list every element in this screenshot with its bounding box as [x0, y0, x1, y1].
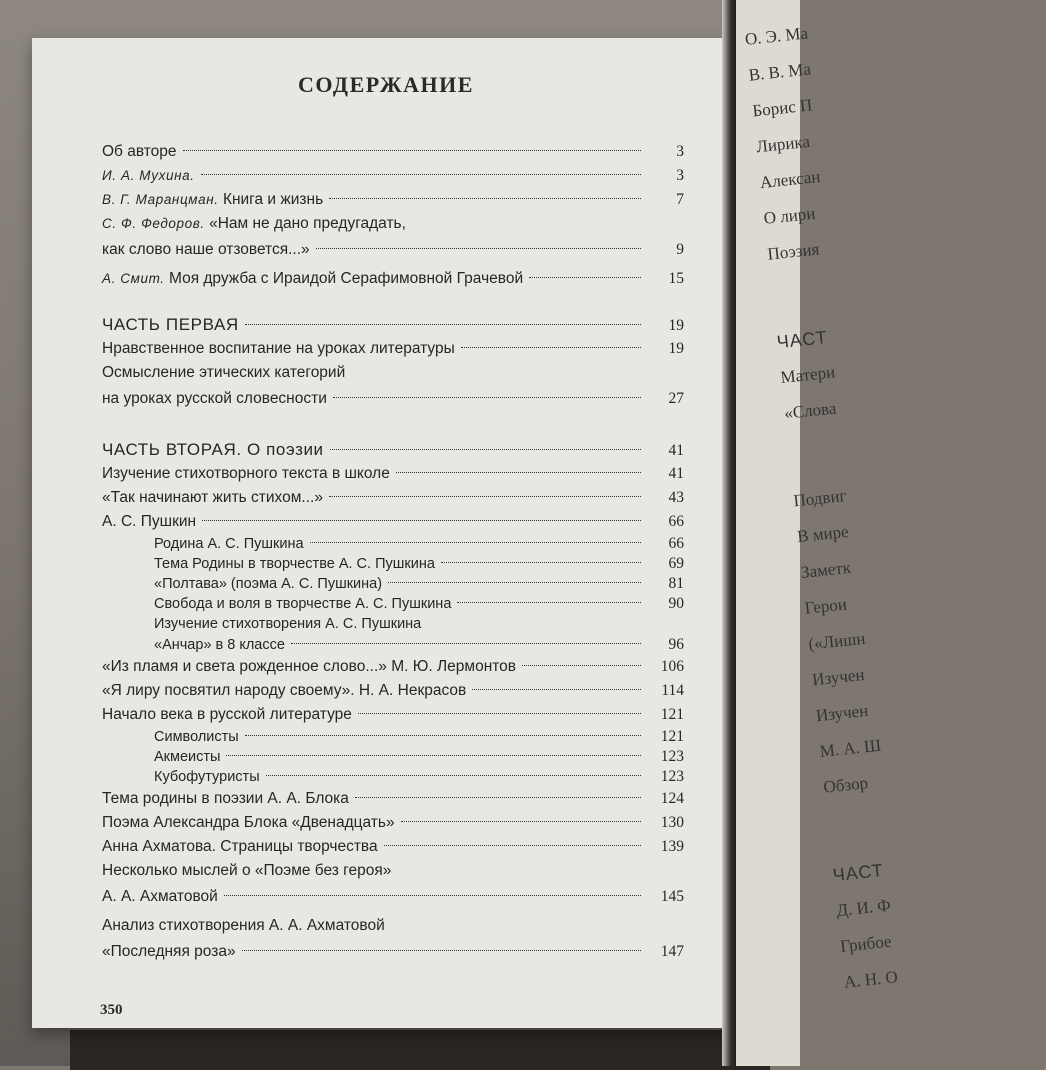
toc-entry [102, 914, 684, 965]
toc-entry-text: Об авторе [102, 143, 177, 160]
toc-line [102, 313, 684, 337]
dot-leader [461, 347, 641, 348]
toc-entry-text: Осмысление этических категорий [102, 364, 346, 381]
toc-entry-text: Родина А. С. Пушкина [154, 536, 304, 552]
toc-line [102, 655, 684, 679]
dot-leader [202, 520, 641, 521]
dot-leader [330, 449, 641, 450]
toc-page-number: 81 [668, 575, 684, 592]
right-page-fragment: А. Н. О [843, 967, 899, 992]
toc-line [154, 574, 684, 594]
toc-page-number: 96 [668, 636, 684, 653]
toc-entry [102, 164, 684, 188]
toc-entry [102, 747, 684, 767]
toc-entry-title [102, 212, 410, 236]
toc-entry-title [154, 747, 224, 767]
toc-entry-text: А. С. Пушкин [102, 513, 197, 530]
toc-line [102, 236, 684, 263]
toc-entry-title [102, 679, 470, 703]
dot-leader [266, 775, 641, 776]
toc-entry-text: как слово наше отзовется...» [102, 241, 310, 258]
toc-entry [102, 835, 684, 859]
toc-entry [102, 554, 684, 574]
toc-entry-text: «Так начинают жить стихом...» [102, 489, 323, 506]
toc-entry-title [154, 594, 455, 614]
dot-leader [384, 845, 641, 846]
toc-line [102, 462, 684, 486]
toc-line [102, 438, 684, 462]
right-page-fragment: Борис П [751, 95, 814, 121]
toc-entry [102, 267, 684, 291]
toc-entry-text: Несколько мыслей о «Поэме без героя» [102, 862, 392, 879]
toc-page-number: 66 [668, 513, 684, 530]
toc-entry-title [102, 140, 181, 164]
toc-line [102, 337, 684, 361]
toc-entry-text: Тема родины в поэзии А. А. Блока [102, 790, 349, 807]
toc-page-number: 130 [660, 814, 684, 831]
toc-line [154, 614, 684, 634]
dot-leader [358, 713, 641, 714]
dot-leader [183, 150, 641, 151]
toc-page-number: 7 [676, 191, 684, 208]
toc-entry [102, 534, 684, 554]
toc-page-number: 124 [660, 790, 684, 807]
dot-leader [388, 582, 641, 583]
dot-leader [396, 472, 641, 473]
right-book-page [736, 0, 899, 1066]
right-page-fragment: В мире [796, 521, 850, 547]
right-page-fragment: М. А. Ш [818, 735, 883, 761]
toc-entry [102, 727, 684, 747]
toc-line [102, 385, 684, 412]
dot-leader [329, 496, 641, 497]
toc-entry-title [102, 361, 349, 385]
toc-entry-title [154, 574, 386, 594]
toc-entry-title [102, 267, 527, 291]
toc-entry-author: А. Смит. [102, 271, 165, 286]
dot-leader [226, 755, 641, 756]
right-page-fragment: О лири [762, 203, 817, 228]
toc-entry-text: «Полтава» (поэма А. С. Пушкина) [154, 576, 383, 592]
toc-line [102, 510, 684, 534]
right-page-fragment: Матери [779, 362, 837, 388]
toc-line [102, 787, 684, 811]
dot-leader [457, 602, 641, 603]
toc-entry-title [102, 313, 243, 337]
toc-line [102, 859, 684, 883]
toc-line [154, 534, 684, 554]
right-page-fragment: Заметк [800, 557, 852, 582]
toc-entry-title [102, 486, 327, 510]
toc-entry-text: ЧАСТЬ ПЕРВАЯ [102, 315, 239, 334]
toc-page-number: 114 [661, 682, 684, 699]
toc-part-heading [102, 313, 684, 337]
toc-entry [102, 767, 684, 787]
toc-entry-text: «Последняя роза» [102, 943, 236, 960]
toc-line [102, 361, 684, 385]
toc-entry-text: Изучение стихотворения А. С. Пушкина [154, 616, 422, 632]
dot-leader [401, 821, 641, 822]
toc-page-number: 123 [660, 768, 684, 785]
toc-page-number: 19 [668, 317, 684, 334]
toc-page-number: 121 [660, 706, 684, 723]
page-title: СОДЕРЖАНИЕ [298, 72, 474, 97]
toc-line [102, 835, 684, 859]
dot-leader [224, 895, 641, 896]
dot-leader [333, 397, 641, 398]
toc-entry-title [154, 534, 308, 554]
toc-entry [102, 337, 684, 361]
toc-entry-title [102, 914, 389, 938]
right-page-fragment: В. В. Ма [747, 59, 812, 85]
toc-line [102, 938, 684, 965]
toc-entry-title [102, 337, 459, 361]
toc-entry-title [154, 727, 243, 747]
toc-entry-text: Кубофутуристы [154, 769, 260, 785]
dot-leader [472, 689, 641, 690]
toc-line [102, 679, 684, 703]
toc-line [154, 727, 684, 747]
right-page-fragment: («Лишн [807, 628, 867, 654]
toc-entry [102, 188, 684, 212]
right-page-fragment: ЧАСТ [775, 327, 829, 353]
dot-leader [310, 542, 641, 543]
toc-entry-title [102, 811, 399, 835]
toc-line [102, 883, 684, 910]
toc-page-number: 3 [676, 167, 684, 184]
toc-entry-title [102, 859, 395, 883]
right-page-fragment: Обзор [822, 773, 869, 797]
toc-entry-author: В. Г. Маранцман. [102, 192, 219, 207]
toc-entry [102, 510, 684, 534]
dot-leader [245, 324, 641, 325]
toc-entry [102, 787, 684, 811]
toc-entry-title [102, 883, 222, 910]
toc-entry-text: на уроках русской словесности [102, 390, 327, 407]
right-page-fragment: Алексан [759, 166, 822, 193]
dot-leader [522, 665, 641, 666]
toc-page-number: 9 [676, 241, 684, 258]
toc-entry [102, 859, 684, 910]
toc-entry-text: Нравственное воспитание на уроках литературы [102, 340, 455, 357]
toc-entry-text: «Анчар» в 8 классе [154, 637, 285, 653]
toc-line [102, 486, 684, 510]
toc-entry-text: «Я лиру посвятил народу своему». Н. А. Некрасов [102, 682, 467, 699]
toc-entry-text: Анализ стихотворения А. А. Ахматовой [102, 917, 385, 934]
toc-page-number: 121 [660, 728, 684, 745]
toc-line [154, 767, 684, 787]
toc-entry-text: Поэма Александра Блока «Двенадцать» [102, 814, 395, 831]
dot-leader [316, 248, 641, 249]
toc-entry-title [102, 938, 240, 965]
toc-entry-text: Тема Родины в творчестве А. С. Пушкина [154, 556, 435, 572]
toc-entry-title [102, 510, 200, 534]
toc-line [102, 188, 684, 212]
toc-entry-text: Свобода и воля в творчестве А. С. Пушкина [154, 596, 452, 612]
toc-entry-text: Изучение стихотворного текста в школе [102, 465, 390, 482]
toc-page-number: 15 [668, 270, 684, 287]
dot-leader [201, 174, 641, 175]
toc-page-number: 43 [668, 489, 684, 506]
right-page-fragment: Подвиг [792, 485, 848, 511]
toc-page-number: 123 [660, 748, 684, 765]
entry-gap [102, 965, 684, 969]
toc-entry-title [102, 385, 331, 412]
toc-page-number: 27 [668, 390, 684, 407]
toc-entry-text: Анна Ахматова. Страницы творчества [102, 838, 378, 855]
toc-entry-title [154, 767, 264, 787]
toc-entry [102, 703, 684, 727]
table-of-contents [102, 140, 684, 969]
toc-entry-text: А. А. Ахматовой [102, 888, 218, 905]
toc-page-number: 66 [668, 535, 684, 552]
toc-page-number: 41 [668, 465, 684, 482]
toc-line [102, 811, 684, 835]
dot-leader [245, 735, 641, 736]
toc-entry-title [154, 554, 439, 574]
toc-line [102, 914, 684, 938]
right-page-fragment: «Слова [783, 398, 838, 423]
section-gap [102, 416, 684, 438]
toc-entry [102, 361, 684, 412]
toc-page-number: 106 [660, 658, 684, 675]
dot-leader [441, 562, 641, 563]
book-gutter [722, 0, 736, 1066]
toc-entry-title [154, 614, 425, 634]
toc-page-number: 19 [668, 340, 684, 357]
toc-entry-text: «Нам не дано предугадать, [209, 215, 406, 232]
toc-entry-text: Книга и жизнь [222, 191, 324, 208]
toc-entry-title [102, 787, 353, 811]
dot-leader [529, 277, 641, 278]
right-page-fragment: Изучен [811, 665, 866, 690]
toc-entry-title [102, 188, 327, 212]
toc-entry [102, 574, 684, 594]
right-page-fragment: Грибое [839, 931, 893, 956]
toc-page-number: 147 [660, 943, 684, 960]
toc-page-number: 69 [668, 555, 684, 572]
toc-entry-title [102, 236, 314, 263]
right-page-fragment: Поэзия [766, 239, 821, 264]
toc-line [102, 267, 684, 291]
toc-line [154, 634, 684, 655]
toc-entry [102, 679, 684, 703]
right-page-fragment: О. Э. Ма [744, 23, 809, 49]
right-page-text [744, 9, 1046, 1009]
toc-entry [102, 594, 684, 614]
toc-entry-text: Акмеисты [154, 749, 221, 765]
toc-entry-author: И. А. Мухина. [102, 168, 195, 183]
right-page-fragment: Изучен [815, 700, 870, 726]
dot-leader [329, 198, 641, 199]
toc-entry-title [102, 655, 520, 679]
toc-entry-title [102, 438, 328, 462]
toc-entry-text: Моя дружба с Ираидой Серафимовной Грачевой [168, 270, 524, 287]
dot-leader [355, 797, 641, 798]
toc-entry-title [102, 703, 356, 727]
dot-leader [242, 950, 641, 951]
toc-page-number: 41 [668, 442, 684, 459]
toc-entry-author: С. Ф. Федоров. [102, 216, 205, 231]
toc-entry [102, 614, 684, 655]
toc-page-number: 139 [660, 838, 684, 855]
toc-line [102, 703, 684, 727]
right-page-fragment: Д. И. Ф [835, 895, 892, 921]
toc-entry-title [102, 835, 382, 859]
toc-entry [102, 212, 684, 263]
toc-entry [102, 486, 684, 510]
dot-leader [291, 643, 641, 644]
toc-line [154, 594, 684, 614]
toc-page-number: 145 [660, 888, 684, 905]
toc-entry [102, 140, 684, 164]
toc-entry-text: Символисты [154, 729, 239, 745]
toc-entry-title [102, 164, 199, 188]
toc-part-heading [102, 438, 684, 462]
toc-entry-title [102, 462, 394, 486]
right-page-fragment: ЧАСТ [831, 860, 885, 886]
toc-line [102, 212, 684, 236]
toc-page-number: 3 [676, 143, 684, 160]
toc-entry-text: «Из пламя и света рожденное слово...» М. Ю. Лермонтов [102, 658, 517, 675]
toc-line [154, 747, 684, 767]
toc-entry-text: Начало века в русской литературе [102, 706, 352, 723]
right-page-fragment: Герои [803, 594, 848, 618]
toc-entry-text: ЧАСТЬ ВТОРАЯ. О поэзии [102, 440, 324, 459]
toc-entry-title [154, 635, 289, 656]
toc-line [102, 140, 684, 164]
toc-entry [102, 811, 684, 835]
toc-entry [102, 462, 684, 486]
page-edge-shadow [70, 1030, 770, 1070]
section-gap [102, 291, 684, 313]
page-number: 350 [100, 1002, 123, 1018]
toc-entry [102, 655, 684, 679]
toc-page-number: 90 [668, 595, 684, 612]
toc-line [102, 164, 684, 188]
toc-line [154, 554, 684, 574]
right-page-fragment: Лирика [755, 131, 811, 157]
